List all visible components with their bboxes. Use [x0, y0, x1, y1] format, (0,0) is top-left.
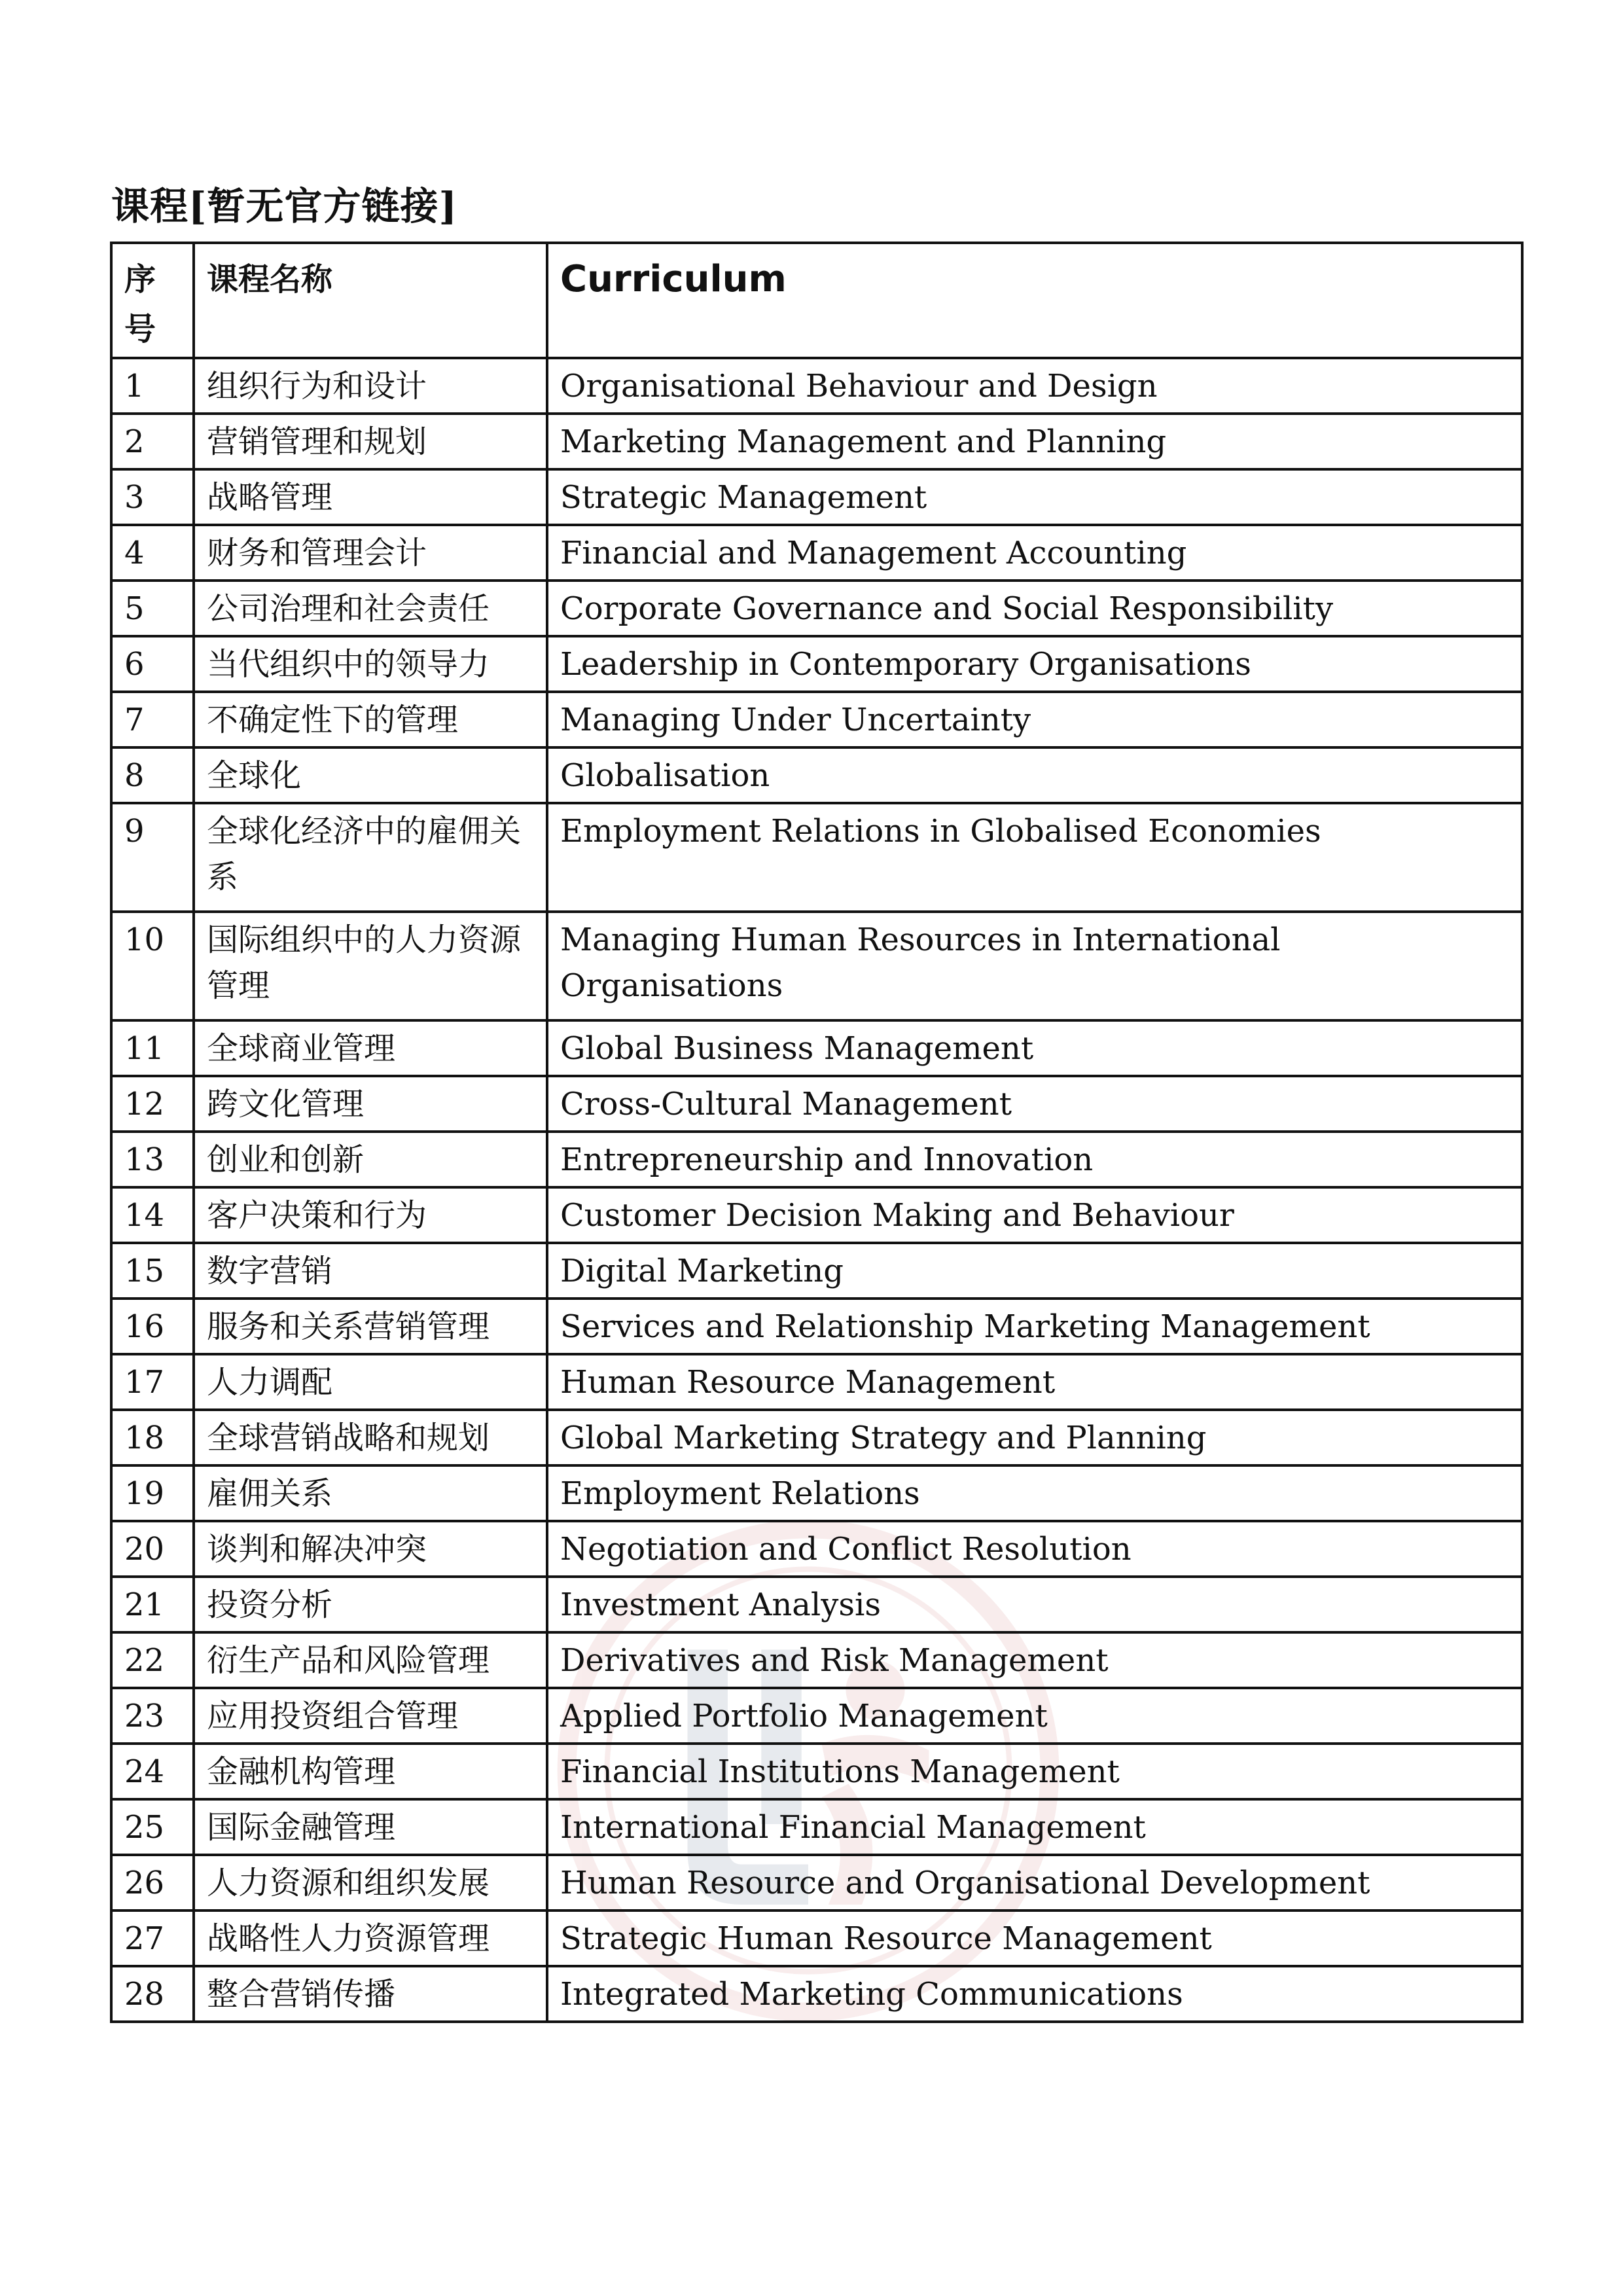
row-index: 13 — [111, 1132, 194, 1187]
course-name-zh: 人力调配 — [194, 1354, 547, 1410]
table-row — [111, 1577, 1522, 1632]
table-row — [111, 912, 1522, 1020]
table-row — [111, 1132, 1522, 1187]
course-name-zh: 营销管理和规划 — [194, 414, 547, 469]
course-name-en: Negotiation and Conflict Resolution — [547, 1521, 1522, 1577]
course-name-zh: 财务和管理会计 — [194, 525, 547, 581]
row-index: 21 — [111, 1577, 194, 1632]
course-name-zh: 组织行为和设计 — [194, 358, 547, 414]
course-name-en: Customer Decision Making and Behaviour — [547, 1187, 1522, 1243]
table-header-row — [111, 243, 1522, 358]
row-index: 15 — [111, 1243, 194, 1299]
row-index: 19 — [111, 1465, 194, 1521]
course-name-zh: 谈判和解决冲突 — [194, 1521, 547, 1577]
course-name-zh: 跨文化管理 — [194, 1076, 547, 1132]
table-row — [111, 1410, 1522, 1465]
course-name-en: Managing Human Resources in International Organisations — [547, 912, 1522, 1020]
row-index: 8 — [111, 747, 194, 803]
course-name-zh: 金融机构管理 — [194, 1744, 547, 1799]
course-name-zh: 客户决策和行为 — [194, 1187, 547, 1243]
course-name-zh: 应用投资组合管理 — [194, 1688, 547, 1744]
course-name-zh: 公司治理和社会责任 — [194, 581, 547, 636]
row-index: 14 — [111, 1187, 194, 1243]
row-index: 5 — [111, 581, 194, 636]
course-name-zh: 全球营销战略和规划 — [194, 1410, 547, 1465]
row-index: 25 — [111, 1799, 194, 1855]
table-row — [111, 1632, 1522, 1688]
table-row — [111, 1855, 1522, 1910]
table-row — [111, 1243, 1522, 1299]
table-row — [111, 636, 1522, 692]
course-name-en: Human Resource Management — [547, 1354, 1522, 1410]
course-name-en: Leadership in Contemporary Organisations — [547, 636, 1522, 692]
table-row — [111, 1076, 1522, 1132]
table-row — [111, 803, 1522, 912]
course-name-zh: 全球化经济中的雇佣关系 — [194, 803, 547, 912]
row-index: 17 — [111, 1354, 194, 1410]
course-name-en: Employment Relations — [547, 1465, 1522, 1521]
table-row — [111, 525, 1522, 581]
row-index: 18 — [111, 1410, 194, 1465]
course-name-en: Investment Analysis — [547, 1577, 1522, 1632]
table-row — [111, 469, 1522, 525]
row-index: 22 — [111, 1632, 194, 1688]
course-name-zh: 全球商业管理 — [194, 1020, 547, 1076]
course-name-zh: 不确定性下的管理 — [194, 692, 547, 747]
table-row — [111, 1799, 1522, 1855]
course-name-en: Global Marketing Strategy and Planning — [547, 1410, 1522, 1465]
row-index: 23 — [111, 1688, 194, 1744]
table-row — [111, 1465, 1522, 1521]
header-index — [111, 243, 194, 358]
row-index: 6 — [111, 636, 194, 692]
table-row — [111, 581, 1522, 636]
course-name-en: Corporate Governance and Social Responsibility — [547, 581, 1522, 636]
table-row — [111, 1744, 1522, 1799]
header-curriculum: Curriculum — [547, 243, 1522, 358]
row-index: 9 — [111, 803, 194, 912]
course-name-en: Applied Portfolio Management — [547, 1688, 1522, 1744]
table-row — [111, 358, 1522, 414]
table-row — [111, 1521, 1522, 1577]
row-index: 26 — [111, 1855, 194, 1910]
course-name-zh: 数字营销 — [194, 1243, 547, 1299]
course-name-en: Cross-Cultural Management — [547, 1076, 1522, 1132]
course-name-en: Services and Relationship Marketing Management — [547, 1299, 1522, 1354]
course-name-en: Organisational Behaviour and Design — [547, 358, 1522, 414]
course-name-zh: 当代组织中的领导力 — [194, 636, 547, 692]
course-name-en: Entrepreneurship and Innovation — [547, 1132, 1522, 1187]
row-index: 11 — [111, 1020, 194, 1076]
course-name-zh: 国际金融管理 — [194, 1799, 547, 1855]
table-body — [111, 358, 1522, 2022]
row-index: 7 — [111, 692, 194, 747]
row-index: 4 — [111, 525, 194, 581]
row-index: 10 — [111, 912, 194, 1020]
row-index: 27 — [111, 1910, 194, 1966]
row-index: 1 — [111, 358, 194, 414]
course-name-zh: 战略性人力资源管理 — [194, 1910, 547, 1966]
course-name-zh: 雇佣关系 — [194, 1465, 547, 1521]
course-name-en: Marketing Management and Planning — [547, 414, 1522, 469]
row-index: 20 — [111, 1521, 194, 1577]
table-row — [111, 1299, 1522, 1354]
row-index: 16 — [111, 1299, 194, 1354]
course-name-en: Human Resource and Organisational Development — [547, 1855, 1522, 1910]
header-index-label: 序号 — [124, 261, 156, 348]
table-row — [111, 692, 1522, 747]
course-name-en: Integrated Marketing Communications — [547, 1966, 1522, 2022]
course-name-zh: 国际组织中的人力资源管理 — [194, 912, 547, 1020]
course-name-zh: 人力资源和组织发展 — [194, 1855, 547, 1910]
course-name-en: Employment Relations in Globalised Economies — [547, 803, 1522, 912]
course-name-zh: 服务和关系营销管理 — [194, 1299, 547, 1354]
row-index: 3 — [111, 469, 194, 525]
course-name-zh: 全球化 — [194, 747, 547, 803]
course-name-en: Financial and Management Accounting — [547, 525, 1522, 581]
curriculum-table — [110, 242, 1524, 2023]
table-row — [111, 1688, 1522, 1744]
header-course-name: 课程名称 — [194, 243, 547, 358]
course-name-en: Financial Institutions Management — [547, 1744, 1522, 1799]
course-name-zh: 战略管理 — [194, 469, 547, 525]
course-name-en: International Financial Management — [547, 1799, 1522, 1855]
table-row — [111, 1910, 1522, 1966]
course-name-en: Derivatives and Risk Management — [547, 1632, 1522, 1688]
course-name-en: Strategic Management — [547, 469, 1522, 525]
course-name-en: Globalisation — [547, 747, 1522, 803]
row-index: 28 — [111, 1966, 194, 2022]
course-name-en: Global Business Management — [547, 1020, 1522, 1076]
course-name-en: Digital Marketing — [547, 1243, 1522, 1299]
table-row — [111, 1187, 1522, 1243]
row-index: 12 — [111, 1076, 194, 1132]
course-name-zh: 整合营销传播 — [194, 1966, 547, 2022]
course-name-en: Managing Under Uncertainty — [547, 692, 1522, 747]
table-row — [111, 1020, 1522, 1076]
table-row — [111, 414, 1522, 469]
table-row — [111, 1966, 1522, 2022]
course-name-zh: 投资分析 — [194, 1577, 547, 1632]
table-row — [111, 747, 1522, 803]
course-name-zh: 创业和创新 — [194, 1132, 547, 1187]
row-index: 2 — [111, 414, 194, 469]
page-title: 课程[暂无官方链接] — [111, 184, 457, 228]
course-name-zh: 衍生产品和风险管理 — [194, 1632, 547, 1688]
course-name-en: Strategic Human Resource Management — [547, 1910, 1522, 1966]
row-index: 24 — [111, 1744, 194, 1799]
table-row — [111, 1354, 1522, 1410]
